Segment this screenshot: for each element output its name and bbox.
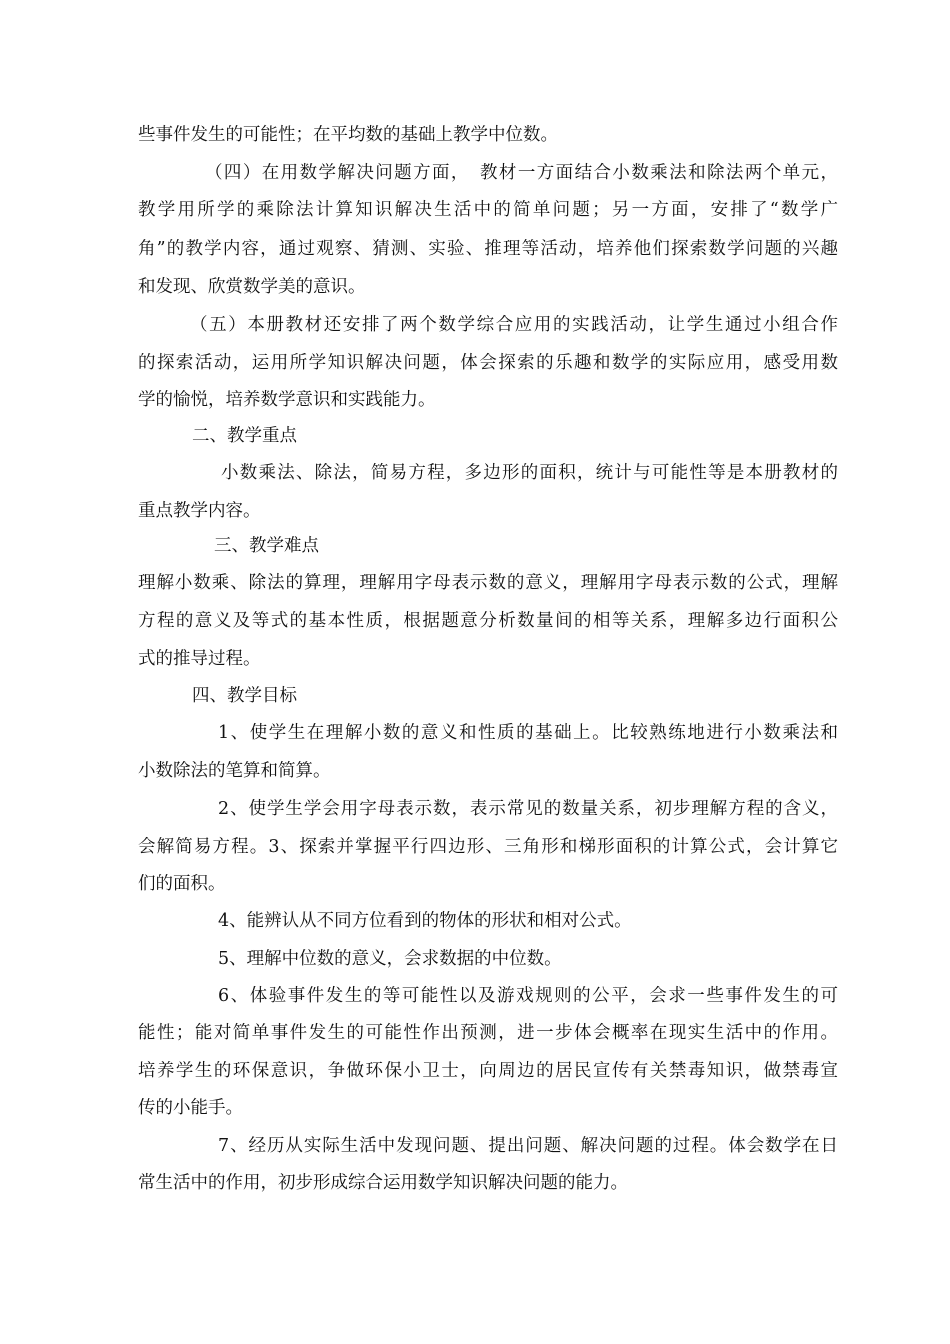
body-line: 些事件发生的可能性；在平均数的基础上教学中位数。: [138, 125, 558, 145]
section-heading-teaching-focus: 二、教学重点: [192, 426, 297, 446]
body-line: 培养学生的环保意识，争做环保小卫士，向周边的居民宣传有关禁毒知识，做禁毒宣: [138, 1061, 838, 1081]
goal-seven-line: 7、经历从实际生活中发现问题、提出问题、解决问题的过程。体会数学在日: [218, 1136, 838, 1156]
body-line: 教学用所学的乘除法计算知识解决生活中的简单问题；另一方面，安排了“数学广: [138, 200, 838, 220]
body-line: 重点教学内容。: [138, 501, 261, 521]
goal-six-line: 6、体验事件发生的等可能性以及游戏规则的公平，会求一些事件发生的可: [218, 986, 838, 1006]
paragraph-five-line: （五）本册教材还安排了两个数学综合应用的实践活动，让学生通过小组合作: [190, 315, 838, 335]
teaching-focus-line: 小数乘法、除法，简易方程，多边形的面积，统计与可能性等是本册教材的: [221, 463, 838, 483]
paragraph-four-line: （四）在用数学解决问题方面， 教材一方面结合小数乘法和除法两个单元，: [205, 163, 838, 183]
body-line: 式的推导过程。: [138, 649, 261, 669]
body-line: 能性；能对简单事件发生的可能性作出预测，进一步体会概率在现实生活中的作用。: [138, 1023, 838, 1043]
section-heading-teaching-difficulties: 三、教学难点: [214, 536, 319, 556]
goal-four-line: 4、能辨认从不同方位看到的物体的形状和相对公式。: [218, 911, 632, 931]
goal-one-line: 1、使学生在理解小数的意义和性质的基础上。比较熟练地进行小数乘法和: [218, 723, 838, 743]
body-line: 小数除法的笔算和简算。: [138, 761, 331, 781]
goal-two-line: 2、使学生学会用字母表示数，表示常见的数量关系，初步理解方程的含义，: [218, 799, 838, 819]
body-line: 会解简易方程。3、探索并掌握平行四边形、三角形和梯形面积的计算公式，会计算它: [138, 837, 838, 857]
body-line: 角”的教学内容，通过观察、猜测、实验、推理等活动，培养他们探索数学问题的兴趣: [138, 239, 838, 259]
body-line: 常生活中的作用，初步形成综合运用数学知识解决问题的能力。: [138, 1173, 628, 1193]
body-line: 学的愉悦，培养数学意识和实践能力。: [138, 390, 436, 410]
body-line: 传的小能手。: [138, 1098, 243, 1118]
body-line: 方程的意义及等式的基本性质，根据题意分析数量间的相等关系，理解多边行面积公: [138, 611, 838, 631]
body-line: 们的面积。: [138, 874, 226, 894]
teaching-difficulties-line: 理解小数乘、除法的算理，理解用字母表示数的意义，理解用字母表示数的公式，理解: [138, 573, 838, 593]
body-line: 的探索活动，运用所学知识解决问题，体会探索的乐趣和数学的实际应用，感受用数: [138, 353, 838, 373]
body-line: 和发现、欣赏数学美的意识。: [138, 277, 366, 297]
section-heading-teaching-goals: 四、教学目标: [192, 686, 297, 706]
goal-five-line: 5、理解中位数的意义，会求数据的中位数。: [218, 949, 562, 969]
